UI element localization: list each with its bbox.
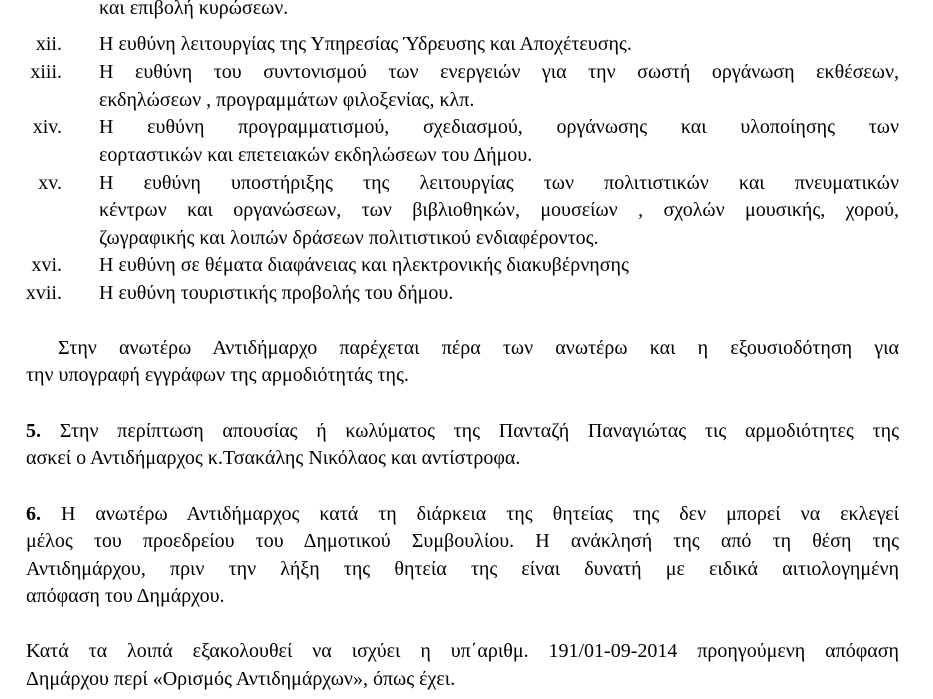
paragraph-line: ασκεί ο Αντιδήμαρχος κ.Τσακάλης Νικόλαος και αντίστροφα. (26, 447, 521, 469)
paragraph-line: την υπογραφή εγγράφων της αρμοδιότητάς της. (26, 364, 409, 386)
paragraph-line (26, 420, 899, 443)
paragraph-line: Αντιδημάρχου, πριν την λήξη της θητεία της είναι δυνατή με ειδικά αιτιολογημένη (26, 558, 899, 580)
paragraph-text: Στην περίπτωση απουσίας ή κωλύματος της Πανταζή Παναγιώτας τις αρμοδιότητες της (41, 420, 899, 442)
list-item-text: εορταστικών και επετειακών εκδηλώσεων του Δήμου. (99, 144, 533, 166)
list-item-text: κέντρων και οργανώσεων, των βιβλιοθηκών, μουσείων , σχολών μουσικής, χορού, (99, 199, 899, 221)
list-item-number: xvii. (25, 282, 62, 304)
paragraph-line: μέλος του προεδρείου του Δημοτικού Συμβουλίου. Η ανάκλησή της από τη θέση της (26, 530, 899, 552)
list-item-text: Η ευθύνη τουριστικής προβολής του δήμου. (99, 282, 454, 304)
paragraph-line: Δημάρχου περί «Ορισμός Αντιδημάρχων», όπως έχει. (26, 668, 456, 690)
list-item-text: Η ευθύνη προγραμματισμού, σχεδιασμού, οργάνωσης και υλοποίησης των (99, 116, 899, 138)
section-number: 6. (26, 503, 41, 525)
paragraph-text: Η ανωτέρω Αντιδήμαρχος κατά τη διάρκεια της θητείας της δεν μπορεί να εκλεγεί (41, 503, 899, 525)
list-continuation-line: και επιβολή κυρώσεων. (99, 0, 289, 19)
paragraph-line: Στην ανωτέρω Αντιδήμαρχο παρέχεται πέρα των ανωτέρω και η εξουσιοδότηση για (58, 337, 899, 359)
list-item-text: Η ευθύνη του συντονισμού των ενεργειών για την σωστή οργάνωση εκθέσεων, (99, 61, 899, 83)
paragraph-line (26, 503, 899, 526)
list-item-number: xii. (35, 33, 62, 55)
paragraph-line: απόφαση του Δημάρχου. (26, 585, 225, 607)
list-item-text: Η ευθύνη λειτουργίας της Υπηρεσίας Ύδρευσης και Αποχέτευσης. (99, 33, 632, 55)
list-item-number: xv. (38, 172, 62, 194)
list-item-text: Η ευθύνη σε θέματα διαφάνειας και ηλεκτρονικής διακυβέρνησης (99, 254, 629, 276)
list-item-number: xiii. (30, 61, 62, 83)
list-item-text: ζωγραφικής και λοιπών δράσεων πολιτιστικού ενδιαφέροντος. (99, 227, 599, 249)
section-number: 5. (26, 420, 41, 442)
list-item-text: εκδηλώσεων , προγραμμάτων φιλοξενίας, κλπ. (99, 89, 475, 111)
list-item-number: xvi. (31, 254, 62, 276)
list-item-number: xiv. (32, 116, 62, 138)
paragraph-line: Κατά τα λοιπά εξακολουθεί να ισχύει η υπ΄αριθμ. 191/01-09-2014 προηγούμενη απόφαση (26, 640, 899, 662)
list-item-text: Η ευθύνη υποστήριξης της λειτουργίας των πολιτιστικών και πνευματικών (99, 172, 899, 194)
